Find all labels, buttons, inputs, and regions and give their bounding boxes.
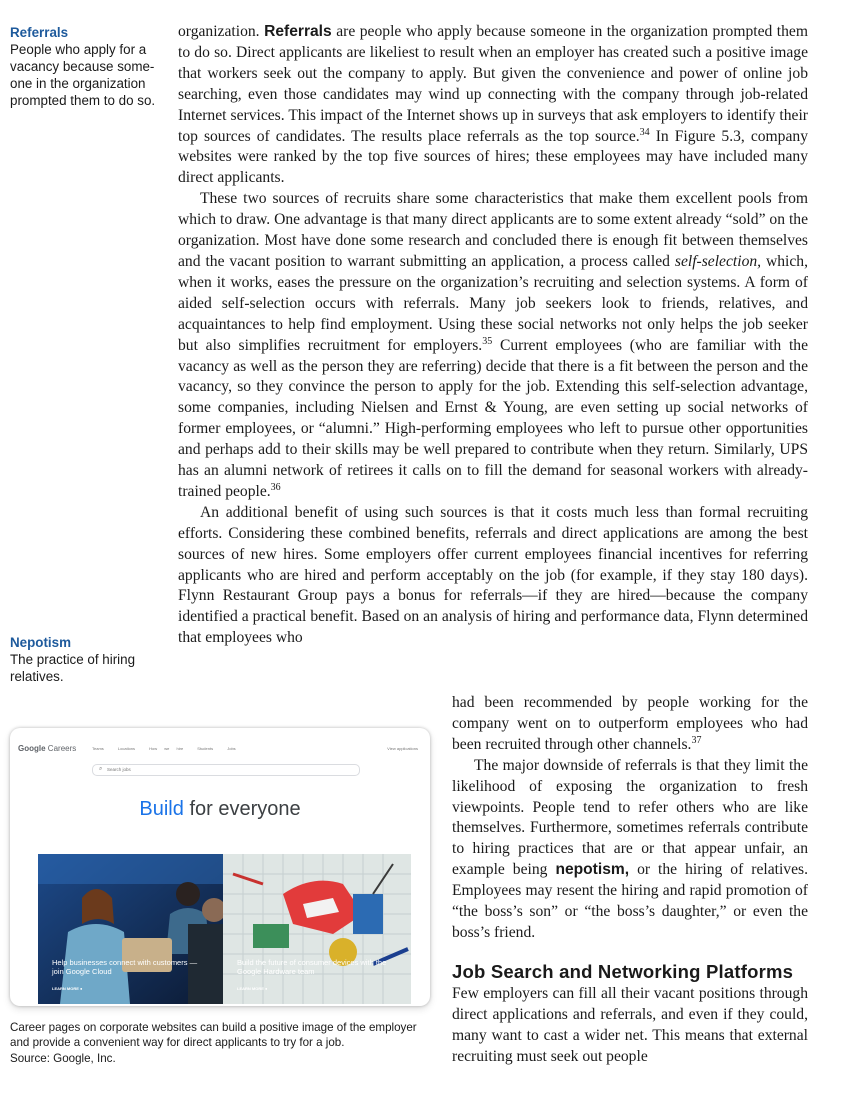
text-run: organization. <box>178 23 260 40</box>
paragraph <box>178 503 808 649</box>
paragraph: Few employers can fill all their vacant positions through direct applications and referrals, and even if they could, many want to cast a wider net. This means that external recruiting must seek out people <box>452 984 808 1065</box>
text-run: or the hiring of relatives. Employees may resent the hiring and rapid promotion of “the boss’s son” or “the boss’s daughter,” or even the boss’s friend. <box>452 861 808 941</box>
learn-more-link[interactable] <box>52 986 82 991</box>
learn-more-link[interactable] <box>237 986 267 991</box>
card-caption: Build the future of consumer devices with the Google Hardware team <box>237 958 387 976</box>
text-run: Current employees (who are familiar with the vacancy as well as the person they are referring) decide that there is a fit between the person and the vacancy, so they convince the person to apply for the job. Extending this self-selection advantage, some companies, including Nielsen and Ernst & Young, are even setting up social networks of former employees, or “alumni.” High-performing employees who left to pursue other opportunities and perhaps add to their skills may be well prepared to contribute when they return. Similarly, UPS has an alumni network of retirees it calls on to fill the demand for seasonal workers with already-trained people. <box>178 336 808 500</box>
margin-note-term: Referrals <box>10 25 69 40</box>
paragraph <box>178 189 808 503</box>
body-text-column <box>178 22 808 649</box>
text-run: An additional benefit of using such sources is that it costs much less than formal recruiting efforts. Considering these combined benefits, referrals and direct applications are among the best sources of new hires. Some employers offer current employees financial incentives for referring applicants who are hired and perform acceptably on the job (for example, if they stay 180 days). Flynn Restaurant Group pays a bonus for referrals—if they are hired—because the company identified a practical benefit. Based on an analysis of hiring and performance data, Flynn determined that employees who <box>178 503 808 647</box>
caption-source: Source: Google, Inc. <box>10 1051 116 1065</box>
key-term-referrals: Referrals <box>264 23 332 40</box>
text-run: are people who apply because someone in the organization prompted them to do so. Direct applicants are likeliest to result when an employer has created such a positive image that workers seek out the company to apply. But given the convenience and power of online job searching, even those candidates may wind up connecting with the company through job-related Internet services. This impact of the Internet shows up in surveys that ask employers to identify their top sources of candidates. The results place referrals as the top source. <box>178 23 808 145</box>
margin-note-definition: People who apply for a vacancy because some-one in the organization prompted them to do so. <box>10 42 156 108</box>
nav-item[interactable]: Locations <box>117 746 136 751</box>
nav-item[interactable]: Students <box>197 746 214 751</box>
google-careers-logo[interactable] <box>18 744 76 753</box>
careers-header <box>10 728 430 768</box>
footnote-ref: 34 <box>639 126 650 138</box>
key-term-nepotism: nepotism, <box>555 861 630 879</box>
hardware-photo-illustration <box>223 854 411 1004</box>
search-icon: ⌕ <box>99 766 103 772</box>
learn-more-label: LEARN MORE <box>237 986 264 991</box>
learn-more-label: LEARN MORE <box>52 986 79 991</box>
body-text-narrow-column <box>452 693 808 1068</box>
margin-note-term: Nepotism <box>10 635 72 650</box>
arrow-icon: ● <box>80 986 83 991</box>
text-run: The major downside of referrals is that they limit the likelihood of exposing the organization to fresh viewpoints. People tend to refer others who are like themselves. Furthermore, sometimes referrals contribute to hiring practices that are or that appear unfair, an example being <box>452 756 808 879</box>
paragraph <box>178 22 808 189</box>
footnote-ref: 35 <box>482 335 493 347</box>
job-search-input[interactable] <box>92 764 360 776</box>
hardware-promo-card[interactable] <box>223 854 411 1004</box>
footnote-ref: 37 <box>691 734 702 746</box>
hero-rest: for everyone <box>189 798 301 820</box>
hero-heading <box>10 798 430 821</box>
team-photo-illustration <box>38 854 224 1004</box>
view-applications-link[interactable]: View applications <box>387 746 418 751</box>
arrow-icon: ● <box>265 986 268 991</box>
section-heading: Job Search and Networking Platforms <box>452 960 794 982</box>
nav-item[interactable]: Teams <box>92 746 104 751</box>
emphasis-self-selection: self-selection, <box>674 252 762 270</box>
margin-note-referrals <box>10 24 160 109</box>
search-placeholder: Search jobs <box>107 767 131 772</box>
card-caption: Help businesses connect with customers — join Google Cloud <box>52 958 198 976</box>
margin-note-definition: The practice of hiring relatives. <box>10 652 136 684</box>
paragraph <box>452 756 808 944</box>
nav-item[interactable]: Jobs <box>227 746 236 751</box>
google-careers-figure <box>10 728 430 1006</box>
footnote-ref: 36 <box>270 481 281 493</box>
text-run: In Figure 5.3, company websites were ranked by the top five sources of hires; these employees may have included many direct applicants. <box>178 127 808 187</box>
text-run: had been recommended by people working for the company went on to outperform employees who had been recruited through other channels. <box>452 694 808 753</box>
careers-logo-text: Careers <box>47 744 77 753</box>
text-run: These two sources of recruits share some characteristics that make them excellent pools from which to draw. One advantage is that many direct applicants are to some extent already “sold” on the organization. Most have done some research and concluded there is enough fit between themselves and the vacant position to warrant submitting an application, a process called <box>178 190 808 270</box>
google-logo-text: Google <box>18 744 46 753</box>
cloud-promo-card[interactable] <box>38 854 224 1004</box>
nav-item[interactable]: How we hire <box>149 746 184 751</box>
careers-nav <box>92 746 243 751</box>
caption-text: Career pages on corporate websites can build a positive image of the employer and provide a convenient way for direct applicants to try for a job. <box>10 1021 417 1050</box>
figure-caption <box>10 1020 430 1066</box>
text-run: which, when it works, eases the pressure on the organization’s recruiting and selection systems. A form of aided self-selection occurs with referrals. Many job seekers look to friends, relatives, and acquaintances to help find employment. Using these social networks not only helps the job seeker but also simplifies recruitment for employers. <box>178 252 809 354</box>
hero-bold: Build <box>139 798 184 820</box>
paragraph <box>452 693 808 756</box>
margin-note-nepotism <box>10 634 160 685</box>
